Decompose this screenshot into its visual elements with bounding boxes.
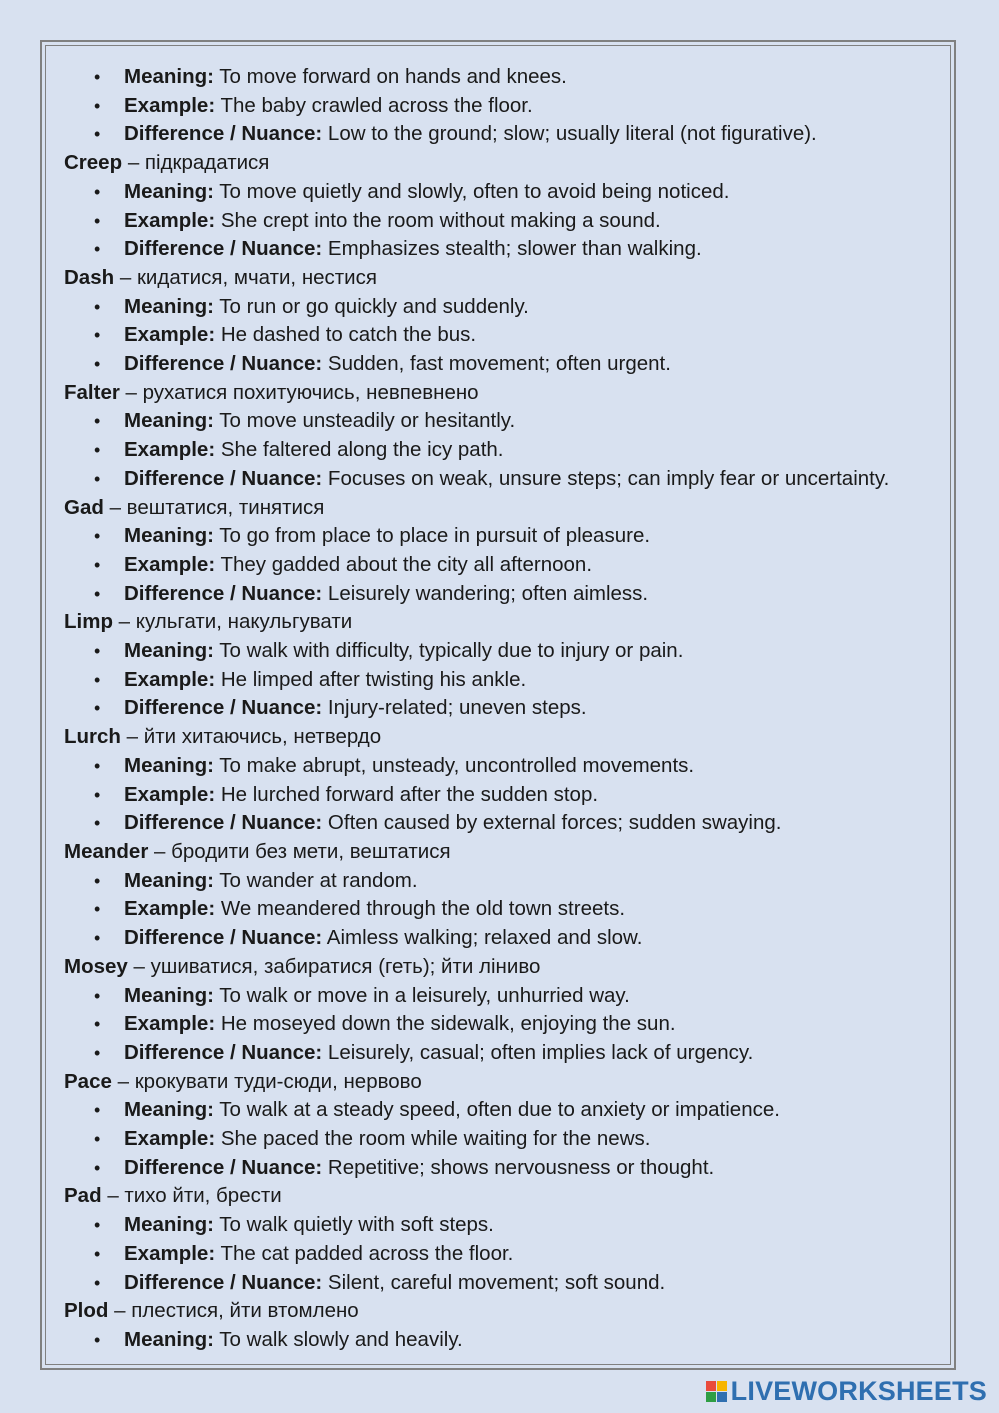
- bullet-icon: •: [94, 698, 101, 719]
- difference-text: Emphasizes stealth; slower than walking.: [322, 237, 702, 261]
- entry-dash: –: [154, 839, 166, 863]
- list-item: [64, 694, 950, 723]
- bullet-icon: •: [94, 181, 101, 202]
- difference-label: Difference / Nuance:: [124, 1270, 323, 1294]
- entry-heading: [64, 1182, 950, 1211]
- entry-translation: йти хитаючись, нетвердо: [138, 725, 382, 749]
- entry-details: [64, 1096, 950, 1182]
- example-label: Example:: [124, 208, 216, 232]
- list-item: [64, 1125, 950, 1154]
- example-label: Example:: [124, 552, 216, 576]
- entry-word: Plod: [64, 1299, 109, 1323]
- bullet-icon: •: [94, 526, 101, 547]
- bullet-icon: •: [94, 669, 101, 690]
- entry-word: Creep: [64, 151, 123, 175]
- example-text: He limped after twisting his ankle.: [215, 667, 527, 691]
- list-item: [64, 924, 950, 953]
- entry-heading: [64, 953, 950, 982]
- meaning-text: To walk with difficulty, typically due to injury or pain.: [213, 639, 684, 663]
- list-item: [64, 1211, 950, 1240]
- list-item: [64, 809, 950, 838]
- list-item: [64, 436, 950, 465]
- bullet-icon: •: [94, 1100, 101, 1121]
- meaning-text: To move unsteadily or hesitantly.: [213, 409, 516, 433]
- difference-text: Aimless walking; relaxed and slow.: [322, 926, 643, 950]
- list-item: [64, 781, 950, 810]
- bullet-icon: •: [94, 354, 101, 375]
- worksheet-content: [45, 45, 951, 1365]
- example-text: He dashed to catch the bus.: [215, 323, 477, 347]
- meaning-text: To move quietly and slowly, often to avoid being noticed.: [213, 179, 730, 203]
- list-item: [64, 867, 950, 896]
- bullet-icon: •: [94, 210, 101, 231]
- bullet-icon: •: [94, 554, 101, 575]
- bullet-icon: •: [94, 1329, 101, 1350]
- meaning-text: To go from place to place in pursuit of pleasure.: [213, 524, 651, 548]
- list-item: [64, 1326, 950, 1355]
- entry-dash: –: [119, 265, 132, 289]
- entry-dash: –: [109, 495, 121, 519]
- logo-square: [717, 1392, 727, 1402]
- meaning-text: To run or go quickly and suddenly.: [213, 294, 529, 318]
- worksheet-page: [40, 40, 956, 1370]
- bullet-icon: •: [94, 784, 101, 805]
- entry-translation: рухатися похитуючись, невпевнено: [136, 380, 479, 404]
- list-item: [64, 235, 950, 264]
- meaning-text: To walk or move in a leisurely, unhurried way.: [213, 983, 630, 1007]
- entry-details: [64, 867, 950, 953]
- example-text: The cat padded across the floor.: [215, 1241, 514, 1265]
- list-item: [64, 465, 950, 494]
- logo-square: [706, 1392, 716, 1402]
- entry-translation: ушиватися, забиратися (геть); йти ліниво: [144, 954, 541, 978]
- entry-translation: вештатися, тинятися: [120, 495, 325, 519]
- example-label: Example:: [124, 897, 216, 921]
- entry-heading: [64, 723, 950, 752]
- meaning-label: Meaning:: [124, 983, 214, 1007]
- entry-heading: [64, 608, 950, 637]
- entry-word: Meander: [64, 839, 149, 863]
- intro-list: [64, 63, 950, 149]
- liveworksheets-logo[interactable]: [706, 1376, 987, 1407]
- entry-details: [64, 637, 950, 723]
- bullet-icon: •: [94, 899, 101, 920]
- example-label: Example:: [124, 1012, 216, 1036]
- difference-text: Injury-related; uneven steps.: [322, 696, 587, 720]
- entry-dash: –: [125, 380, 137, 404]
- entry-details: [64, 522, 950, 608]
- list-item: [64, 982, 950, 1011]
- entry-word: Mosey: [64, 954, 128, 978]
- example-text: She paced the room while waiting for the news.: [215, 1127, 651, 1151]
- difference-text: Repetitive; shows nervousness or thought.: [322, 1155, 715, 1179]
- entry-heading: [64, 379, 950, 408]
- list-item: [64, 637, 950, 666]
- example-text: They gadded about the city all afternoon.: [215, 552, 593, 576]
- entry-translation: крокувати туди-сюди, нервово: [129, 1069, 422, 1093]
- bullet-icon: •: [94, 440, 101, 461]
- entry-dash: –: [117, 1069, 129, 1093]
- meaning-label: Meaning:: [124, 294, 214, 318]
- bullet-icon: •: [94, 1157, 101, 1178]
- entry-word: Gad: [64, 495, 104, 519]
- entry-heading: [64, 1068, 950, 1097]
- logo-square: [717, 1381, 727, 1391]
- meaning-label: Meaning:: [124, 409, 214, 433]
- example-label: Example:: [124, 1241, 216, 1265]
- list-item: • Example: The baby crawled across the floor.: [64, 92, 950, 121]
- bullet-icon: •: [94, 755, 101, 776]
- difference-text: Leisurely, casual; often implies lack of urgency.: [322, 1040, 754, 1064]
- entries-list: [64, 149, 950, 1355]
- entry-details: [64, 1326, 950, 1355]
- bullet-icon: •: [94, 1215, 101, 1236]
- difference-label: Difference / Nuance:: [124, 811, 323, 835]
- entry-details: [64, 407, 950, 493]
- bullet-icon: •: [94, 1042, 101, 1063]
- entry-details: [64, 178, 950, 264]
- example-label: Example:: [124, 438, 216, 462]
- list-item: [64, 580, 950, 609]
- bullet-icon: •: [94, 985, 101, 1006]
- list-item: [64, 178, 950, 207]
- bullet-icon: •: [94, 813, 101, 834]
- list-item: [64, 1240, 950, 1269]
- example-label: Example:: [124, 323, 216, 347]
- list-item: • Meaning: To move forward on hands and knees.: [64, 63, 950, 92]
- bullet-icon: •: [94, 325, 101, 346]
- list-item: [64, 752, 950, 781]
- entry-dash: –: [114, 1299, 126, 1323]
- entry-translation: підкрадатися: [139, 151, 270, 175]
- difference-label: Difference / Nuance:: [124, 1040, 323, 1064]
- difference-label: Difference / Nuance:: [124, 696, 323, 720]
- entry-translation: кидатися, мчати, нестися: [131, 265, 377, 289]
- list-item: [64, 293, 950, 322]
- meaning-text: To walk at a steady speed, often due to anxiety or impatience.: [213, 1098, 780, 1122]
- entry-word: Dash: [64, 265, 115, 289]
- entry-translation: бродити без мети, вештатися: [165, 839, 451, 863]
- meaning-text: To walk quietly with soft steps.: [213, 1213, 494, 1237]
- example-label: Example:: [124, 667, 216, 691]
- meaning-label: Meaning:: [124, 868, 214, 892]
- bullet-icon: •: [94, 1243, 101, 1264]
- bullet-icon: •: [94, 928, 101, 949]
- entry-translation: тихо йти, брести: [118, 1184, 282, 1208]
- difference-label: Difference / Nuance:: [124, 352, 323, 376]
- meaning-text: To wander at random.: [213, 868, 418, 892]
- bullet-icon: •: [94, 296, 101, 317]
- list-item: [64, 350, 950, 379]
- difference-label: Difference / Nuance:: [124, 1155, 323, 1179]
- meaning-label: Meaning:: [124, 179, 214, 203]
- entry-heading: [64, 494, 950, 523]
- bullet-icon: •: [94, 1014, 101, 1035]
- logo-square: [706, 1381, 716, 1391]
- bullet-icon: •: [94, 411, 101, 432]
- entry-translation: кульгати, накульгувати: [130, 610, 353, 634]
- meaning-label: Meaning:: [124, 753, 214, 777]
- entry-details: [64, 982, 950, 1068]
- meaning-text: To walk slowly and heavily.: [213, 1327, 463, 1351]
- list-item: • Difference / Nuance: Low to the ground; slow; usually literal (not figurative).: [64, 120, 950, 149]
- entry-word: Pad: [64, 1184, 102, 1208]
- list-item: [64, 1010, 950, 1039]
- example-text: She faltered along the icy path.: [215, 438, 504, 462]
- meaning-label: Meaning:: [124, 1327, 214, 1351]
- difference-text: Often caused by external forces; sudden swaying.: [322, 811, 782, 835]
- example-text: He lurched forward after the sudden stop.: [215, 782, 599, 806]
- entry-word: Lurch: [64, 725, 121, 749]
- difference-text: Silent, careful movement; soft sound.: [322, 1270, 666, 1294]
- list-item: [64, 407, 950, 436]
- brand-name: LIVEWORKSHEETS: [730, 1376, 987, 1406]
- entry-heading: [64, 149, 950, 178]
- entry-details: [64, 293, 950, 379]
- bullet-icon: •: [94, 67, 101, 87]
- meaning-label: Meaning:: [124, 524, 214, 548]
- list-item: [64, 321, 950, 350]
- difference-text: Sudden, fast movement; often urgent.: [322, 352, 671, 376]
- logo-icon: [706, 1381, 727, 1402]
- bullet-icon: •: [94, 870, 101, 891]
- bullet-icon: •: [94, 1272, 101, 1293]
- list-item: [64, 1039, 950, 1068]
- difference-text: Leisurely wandering; often aimless.: [322, 581, 649, 605]
- list-item: [64, 1154, 950, 1183]
- bullet-icon: •: [94, 1129, 101, 1150]
- example-text: He moseyed down the sidewalk, enjoying the sun.: [215, 1012, 676, 1036]
- entry-word: Pace: [64, 1069, 112, 1093]
- entry-translation: плестися, йти втомлено: [125, 1299, 359, 1323]
- list-item: [64, 666, 950, 695]
- bullet-icon: •: [94, 95, 101, 116]
- difference-label: Difference / Nuance:: [124, 926, 323, 950]
- difference-label: Difference / Nuance:: [124, 237, 323, 261]
- bullet-icon: •: [94, 641, 101, 662]
- entry-heading: [64, 1297, 950, 1326]
- meaning-label: Meaning:: [124, 1098, 214, 1122]
- meaning-text: To make abrupt, unsteady, uncontrolled movements.: [213, 753, 695, 777]
- entry-word: Limp: [64, 610, 113, 634]
- difference-label: Difference / Nuance:: [124, 581, 323, 605]
- meaning-label: Meaning:: [124, 639, 214, 663]
- entry-dash: –: [133, 954, 145, 978]
- bullet-icon: •: [94, 468, 101, 489]
- example-text: She crept into the room without making a sound.: [215, 208, 661, 232]
- bullet-icon: •: [94, 239, 101, 260]
- list-item: [64, 207, 950, 236]
- entry-word: Falter: [64, 380, 120, 404]
- entry-details: [64, 1211, 950, 1297]
- list-item: [64, 1269, 950, 1298]
- list-item: [64, 522, 950, 551]
- difference-label: Difference / Nuance:: [124, 466, 323, 490]
- list-item: [64, 1096, 950, 1125]
- meaning-label: Meaning:: [124, 1213, 214, 1237]
- list-item: [64, 551, 950, 580]
- list-item: [64, 895, 950, 924]
- bullet-icon: •: [94, 124, 101, 145]
- entry-details: [64, 752, 950, 838]
- example-label: Example:: [124, 782, 216, 806]
- example-label: Example:: [124, 1127, 216, 1151]
- entry-dash: –: [126, 725, 139, 749]
- entry-heading: [64, 838, 950, 867]
- example-text: We meandered through the old town streets.: [215, 897, 626, 921]
- bullet-icon: •: [94, 583, 101, 604]
- entry-heading: [64, 264, 950, 293]
- difference-text: Focuses on weak, unsure steps; can imply fear or uncertainty.: [322, 466, 890, 490]
- entry-dash: –: [127, 151, 140, 175]
- entry-dash: –: [118, 610, 131, 634]
- entry-dash: –: [107, 1184, 119, 1208]
